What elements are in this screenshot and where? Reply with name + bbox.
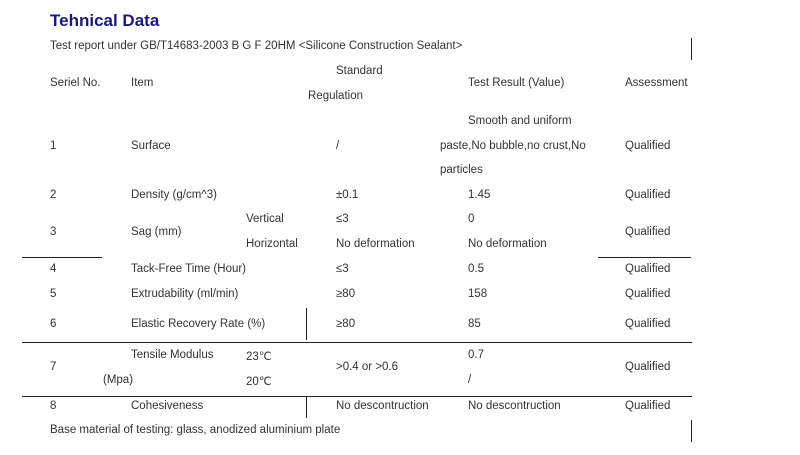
footnote: Base material of testing: glass, anodized aluminium plate [50, 424, 341, 436]
row3-assessment: Qualified [625, 226, 671, 238]
row4-standard: ≤3 [336, 263, 349, 275]
row4-no: 4 [50, 263, 57, 275]
row2-no: 2 [50, 189, 57, 201]
row1-assessment: Qualified [625, 140, 671, 152]
border-fragment [306, 396, 307, 418]
row5-item: Extrudability (ml/min) [131, 288, 239, 300]
row8-standard: No descontruction [336, 400, 429, 412]
row8-result: No descontruction [468, 400, 561, 412]
row7-standard: >0.4 or >0.6 [336, 361, 399, 373]
row8-no: 8 [50, 400, 57, 412]
border-fragment [691, 38, 692, 60]
row1-result-line1: Smooth and uniform [468, 115, 572, 127]
row4-result: 0.5 [468, 263, 484, 275]
row3-result-horizontal: No deformation [468, 238, 547, 250]
header-regulation: Regulation [308, 90, 363, 102]
row6-assessment: Qualified [625, 318, 671, 330]
row5-assessment: Qualified [625, 288, 671, 300]
row6-item: Elastic Recovery Rate (%) [131, 318, 266, 330]
row7-no: 7 [50, 361, 57, 373]
subtitle: Test report under GB/T14683-2003 B G F 20HM <Silicone Construction Sealant> [50, 40, 463, 52]
row7-result-23c: 0.7 [468, 349, 484, 361]
row8-assessment: Qualified [625, 400, 671, 412]
row1-no: 1 [50, 140, 57, 152]
row7-item-line1: Tensile Modulus [131, 349, 214, 361]
row3-standard-vertical: ≤3 [336, 213, 349, 225]
row7-sub-20c: 20℃ [246, 376, 272, 388]
header-result: Test Result (Value) [468, 77, 565, 89]
header-assessment: Assessment [625, 77, 688, 89]
header-item: Item [131, 77, 154, 89]
border-fragment [306, 308, 307, 340]
row1-item: Surface [131, 140, 171, 152]
row5-no: 5 [50, 288, 57, 300]
border-fragment [22, 342, 692, 343]
row2-item: Density (g/cm^3) [131, 189, 217, 201]
row2-standard: ±0.1 [336, 189, 359, 201]
row6-result: 85 [468, 318, 481, 330]
row7-item-line2: (Mpa) [103, 374, 134, 386]
row3-no: 3 [50, 226, 57, 238]
header-standard: Standard [336, 65, 383, 77]
row5-standard: ≥80 [336, 288, 356, 300]
row3-sub-vertical: Vertical [246, 213, 284, 225]
row1-result-line2: paste,No bubble,no crust,No [440, 140, 586, 152]
row8-item: Cohesiveness [131, 400, 204, 412]
row1-standard: / [336, 140, 340, 152]
border-fragment [691, 420, 692, 442]
row3-item: Sag (mm) [131, 226, 182, 238]
border-fragment [598, 257, 691, 258]
page-title: Tehnical Data [50, 11, 160, 30]
row2-assessment: Qualified [625, 189, 671, 201]
row7-assessment: Qualified [625, 361, 671, 373]
border-fragment [22, 396, 692, 397]
header-serial: Seriel No. [50, 77, 101, 89]
row2-result: 1.45 [468, 189, 491, 201]
border-fragment [22, 257, 102, 258]
row3-sub-horizontal: Horizontal [246, 238, 298, 250]
row7-result-20c: / [468, 374, 472, 386]
row3-result-vertical: 0 [468, 213, 475, 225]
row5-result: 158 [468, 288, 488, 300]
row3-standard-horizontal: No deformation [336, 238, 415, 250]
row6-no: 6 [50, 318, 57, 330]
row4-item: Tack-Free Time (Hour) [131, 263, 247, 275]
row6-standard: ≥80 [336, 318, 356, 330]
row4-assessment: Qualified [625, 263, 671, 275]
row1-result-line3: particles [440, 164, 483, 176]
row7-sub-23c: 23℃ [246, 351, 272, 363]
